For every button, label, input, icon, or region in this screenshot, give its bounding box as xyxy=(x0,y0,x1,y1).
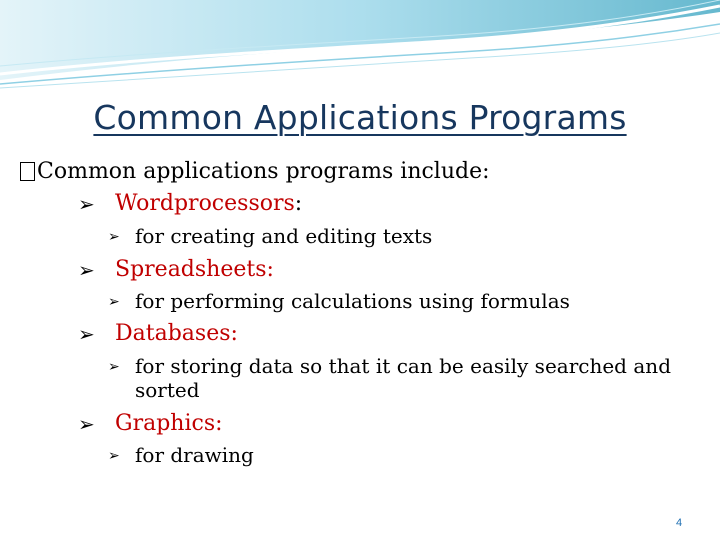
bullet-heading-databases: Databases: xyxy=(115,321,238,346)
arrowhead-bullet-icon: ➢ xyxy=(78,258,95,282)
bullet-heading-spreadsheets: Spreadsheets: xyxy=(115,257,274,282)
bullet-detail: for creating and editing texts xyxy=(135,224,433,248)
page-number: 4 xyxy=(676,517,683,529)
heading-colon: : xyxy=(294,191,303,216)
intro-text: Common applications programs include: xyxy=(37,159,490,184)
bullet-heading-graphics: Graphics: xyxy=(115,411,223,436)
heading-text: Wordprocessors xyxy=(115,191,295,216)
bullet-detail: for performing calculations using formulas xyxy=(135,289,570,313)
arrowhead-bullet-icon: ➢ xyxy=(78,322,95,346)
arrowhead-bullet-icon: ➢ xyxy=(108,448,120,464)
header-wave-decoration xyxy=(0,0,720,90)
missing-glyph-box-icon xyxy=(20,162,35,181)
arrowhead-bullet-icon: ➢ xyxy=(108,229,120,245)
bullet-heading-wordprocessors xyxy=(115,191,302,216)
arrowhead-bullet-icon: ➢ xyxy=(78,192,95,216)
arrowhead-bullet-icon: ➢ xyxy=(78,412,95,436)
bullet-detail: for storing data so that it can be easily searched and sorted xyxy=(135,354,671,402)
slide-title: Common Applications Programs xyxy=(93,98,627,137)
intro-line xyxy=(20,159,490,184)
arrowhead-bullet-icon: ➢ xyxy=(108,359,120,375)
bullet-detail: for drawing xyxy=(135,443,254,467)
arrowhead-bullet-icon: ➢ xyxy=(108,294,120,310)
